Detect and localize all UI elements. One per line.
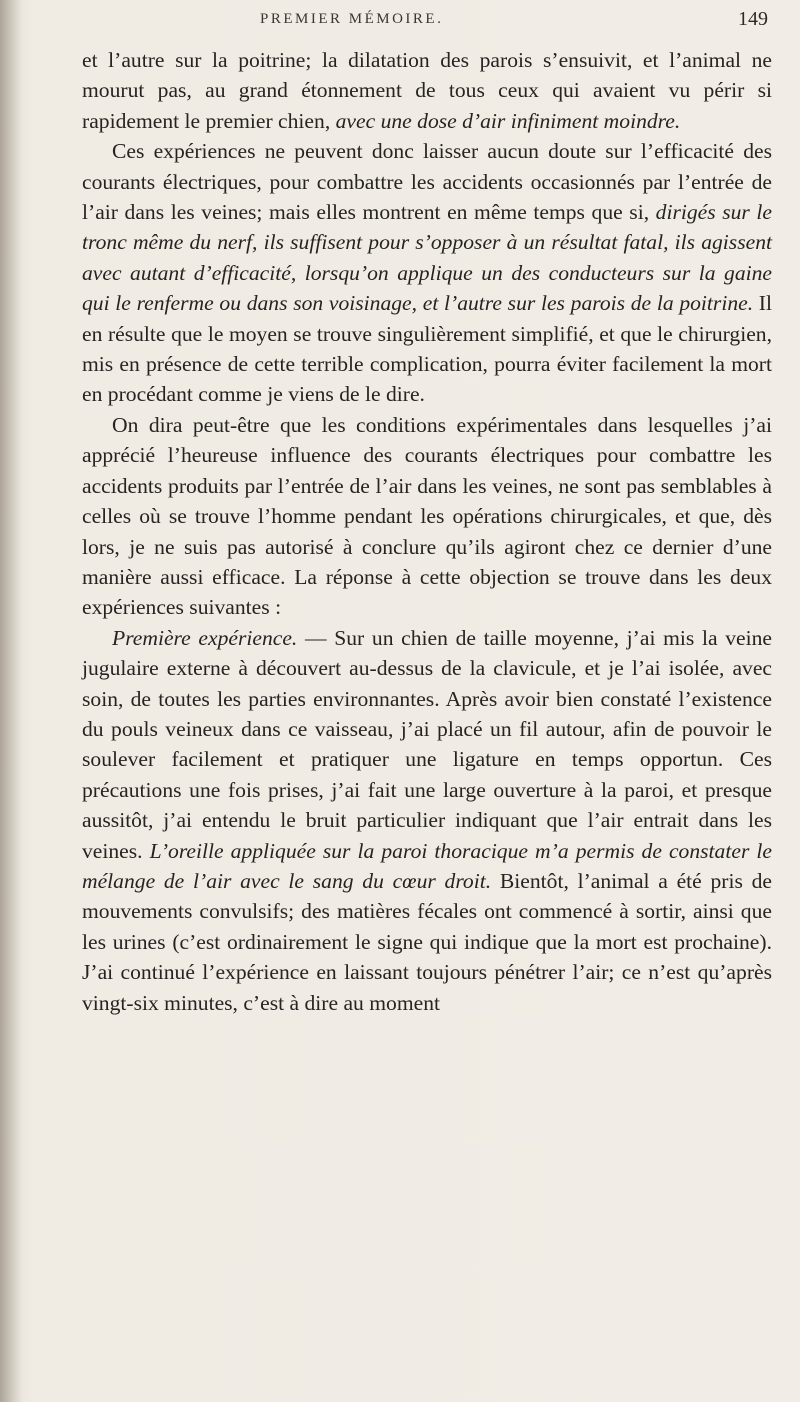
paragraph-4 xyxy=(82,623,772,1018)
text-run: et l’autre sur la poitrine; la dilatation des parois s’ensuivit, et l’animal ne mourut pas, au grand étonnement de tous ceux qui avaient vu périr si rapidement le premier chien, xyxy=(82,48,772,133)
paragraph-3 xyxy=(82,410,772,623)
italic-run: dirigés sur le tronc même du nerf, ils suffisent pour s’opposer à un résultat fatal, ils agissent avec autant d’efficacité, lorsqu’on applique un des conducteurs sur la gaine qui le renferme ou dans son voisinage, et l’autre sur les parois de la poitrine. xyxy=(82,200,773,316)
text-run: Bientôt, l’animal a été pris de mouvements convulsifs; des matières fécales ont commencé à sortir, ainsi que les urines (c’est ordinairement le signe qui indique que la mort est prochaine). J’ai continué l’expérience en laissant toujours pénétrer l’air; ce n’est qu’après vingt-six minutes, c’est à dire au moment xyxy=(82,868,772,1015)
page-header xyxy=(80,6,798,34)
text-run: — Sur un chien de taille moyenne, j’ai mis la veine jugulaire externe à découvert au-dessus de la clavicule, et je l’ai isolée, avec soin, de toutes les parties environnantes. Après avoir bien constaté l’existence du pouls veineux dans ce vaisseau, j’ai placé un fil autour, afin de pouvoir le soulever facilement et pratiquer une ligature en temps opportun. Ces précautions une fois prises, j’ai fait une large ouverture à la paroi, et presque aussitôt, j’ai entendu le bruit particulier indiquant que l’air entrait dans les veines. xyxy=(82,625,772,863)
paragraph-2 xyxy=(82,136,772,410)
text-run: On dira peut-être que les conditions expérimentales dans lesquelles j’ai apprécié l’heureuse influence des courants électriques pour combattre les accidents produits par l’entrée de l’air dans les veines, ne sont pas semblables à celles où se trouve l’homme pendant les opérations chirurgicales, et que, dès lors, je ne suis pas autorisé à conclure qu’ils agiront chez ce dernier d’une manière aussi efficace. La réponse à cette objection se trouve dans les deux expériences suivantes : xyxy=(82,412,772,620)
italic-run: Première expérience. xyxy=(112,625,298,650)
italic-run: avec une dose d’air infiniment moindre. xyxy=(335,108,681,133)
running-head: PREMIER MÉMOIRE. xyxy=(260,11,444,27)
page-number: 149 xyxy=(738,8,768,30)
italic-run: L’oreille appliquée sur la paroi thoracique m’a permis de constater le mélange de l’air avec le sang du cœur droit. xyxy=(82,838,772,893)
text-run: Il en résulte que le moyen se trouve singulièrement simplifié, et que le chirurgien, mis en présence de cette terrible complication, pourra éviter facilement la mort en procédant comme je viens de le dire. xyxy=(82,291,772,407)
paragraph-1 xyxy=(82,45,772,136)
text-run: Ces expériences ne peuvent donc laisser aucun doute sur l’efficacité des courants électriques, pour combattre les accidents occasionnés par l’entrée de l’air dans les veines; mais elles montrent en même temps que si, xyxy=(82,139,772,225)
body-text xyxy=(82,45,772,1018)
binding-shadow xyxy=(0,0,22,1402)
